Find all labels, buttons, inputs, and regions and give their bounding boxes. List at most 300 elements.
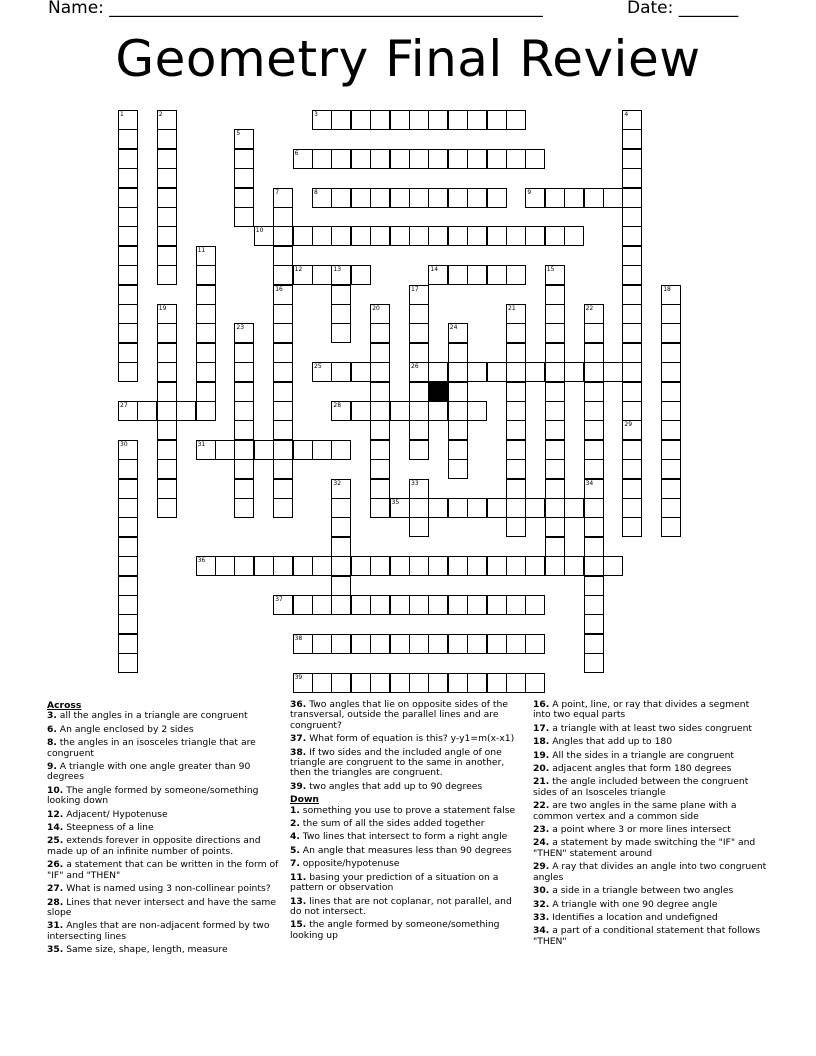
grid-cell[interactable] (525, 634, 545, 654)
grid-cell[interactable] (370, 420, 390, 440)
grid-cell[interactable] (196, 343, 216, 363)
grid-cell[interactable] (390, 188, 410, 208)
grid-cell[interactable] (234, 382, 254, 402)
grid-cell[interactable] (390, 556, 410, 576)
grid-cell[interactable] (545, 537, 565, 557)
grid-cell[interactable] (564, 188, 584, 208)
grid-cell[interactable] (448, 149, 468, 169)
grid-cell[interactable] (118, 246, 138, 266)
grid-cell[interactable] (293, 440, 313, 460)
grid-cell[interactable] (622, 459, 642, 479)
grid-cell[interactable] (118, 265, 138, 285)
grid-cell[interactable] (506, 149, 526, 169)
grid-cell[interactable] (196, 401, 216, 421)
grid-cell[interactable] (428, 595, 448, 615)
grid-cell[interactable] (584, 323, 604, 343)
grid-cell[interactable] (622, 440, 642, 460)
grid-cell[interactable] (118, 188, 138, 208)
grid-cell[interactable] (506, 110, 526, 130)
grid-cell[interactable] (584, 362, 604, 382)
grid-cell[interactable] (506, 401, 526, 421)
grid-cell[interactable] (118, 459, 138, 479)
grid-cell[interactable] (409, 401, 429, 421)
grid-cell[interactable] (428, 226, 448, 246)
grid-cell[interactable] (118, 207, 138, 227)
grid-cell[interactable] (487, 110, 507, 130)
grid-cell[interactable] (312, 556, 332, 576)
grid-cell[interactable] (157, 149, 177, 169)
grid-cell[interactable] (157, 362, 177, 382)
grid-cell[interactable] (351, 673, 371, 693)
grid-cell[interactable] (448, 634, 468, 654)
grid-cell[interactable] (409, 634, 429, 654)
grid-cell[interactable] (196, 382, 216, 402)
grid-cell[interactable] (157, 129, 177, 149)
grid-cell[interactable] (293, 595, 313, 615)
grid-cell[interactable] (409, 498, 429, 518)
grid-cell[interactable] (564, 556, 584, 576)
grid-cell[interactable] (312, 226, 332, 246)
grid-cell[interactable] (390, 673, 410, 693)
grid-cell[interactable] (506, 323, 526, 343)
grid-cell[interactable] (506, 362, 526, 382)
grid-cell[interactable] (428, 634, 448, 654)
grid-cell[interactable] (215, 556, 235, 576)
grid-cell[interactable] (428, 498, 448, 518)
grid-cell[interactable] (661, 420, 681, 440)
grid-cell[interactable] (661, 343, 681, 363)
grid-cell[interactable] (312, 634, 332, 654)
grid-cell[interactable] (448, 420, 468, 440)
grid-cell[interactable] (545, 362, 565, 382)
grid-cell[interactable] (622, 265, 642, 285)
grid-cell[interactable] (525, 595, 545, 615)
grid-cell[interactable] (215, 440, 235, 460)
grid-cell[interactable] (157, 420, 177, 440)
grid-cell[interactable] (661, 362, 681, 382)
grid-cell[interactable] (273, 265, 293, 285)
grid-cell[interactable] (331, 362, 351, 382)
grid-cell[interactable] (118, 614, 138, 634)
grid-cell[interactable] (273, 343, 293, 363)
grid-cell[interactable] (506, 226, 526, 246)
grid-cell[interactable] (487, 149, 507, 169)
grid-cell[interactable] (370, 149, 390, 169)
grid-cell[interactable] (409, 343, 429, 363)
grid-cell[interactable] (428, 188, 448, 208)
grid-cell[interactable] (409, 226, 429, 246)
grid-cell[interactable] (545, 401, 565, 421)
grid-cell[interactable] (467, 110, 487, 130)
grid-cell[interactable] (448, 440, 468, 460)
grid-cell[interactable] (467, 188, 487, 208)
grid-cell[interactable] (564, 362, 584, 382)
grid-cell[interactable] (584, 420, 604, 440)
grid-cell[interactable] (312, 149, 332, 169)
grid-cell[interactable] (157, 265, 177, 285)
grid-cell[interactable] (448, 556, 468, 576)
grid-cell[interactable] (409, 556, 429, 576)
grid-cell[interactable] (234, 207, 254, 227)
grid-cell[interactable] (622, 362, 642, 382)
grid-cell[interactable] (331, 110, 351, 130)
grid-cell[interactable] (525, 362, 545, 382)
grid-cell[interactable] (525, 556, 545, 576)
grid-cell[interactable] (545, 459, 565, 479)
grid-cell[interactable] (157, 382, 177, 402)
grid-cell[interactable] (506, 440, 526, 460)
grid-cell[interactable] (467, 595, 487, 615)
grid-cell[interactable] (331, 634, 351, 654)
grid-cell[interactable] (118, 498, 138, 518)
grid-cell[interactable] (409, 149, 429, 169)
grid-cell[interactable] (622, 382, 642, 402)
grid-cell[interactable] (506, 459, 526, 479)
grid-cell[interactable] (448, 188, 468, 208)
grid-cell[interactable] (312, 265, 332, 285)
grid-cell[interactable] (331, 537, 351, 557)
grid-cell[interactable] (584, 440, 604, 460)
grid-cell[interactable] (118, 323, 138, 343)
grid-cell[interactable] (428, 673, 448, 693)
grid-cell[interactable] (661, 440, 681, 460)
grid-cell[interactable] (487, 673, 507, 693)
grid-cell[interactable] (351, 188, 371, 208)
grid-cell[interactable] (157, 168, 177, 188)
grid-cell[interactable] (448, 226, 468, 246)
grid-cell[interactable] (603, 362, 623, 382)
grid-cell[interactable] (254, 440, 274, 460)
grid-cell[interactable] (584, 634, 604, 654)
grid-cell[interactable] (118, 343, 138, 363)
grid-cell[interactable] (331, 673, 351, 693)
grid-cell[interactable] (506, 420, 526, 440)
grid-cell[interactable] (545, 420, 565, 440)
grid-cell[interactable] (370, 188, 390, 208)
grid-cell[interactable] (584, 556, 604, 576)
grid-cell[interactable] (118, 517, 138, 537)
grid-cell[interactable] (448, 595, 468, 615)
grid-cell[interactable] (506, 556, 526, 576)
grid-cell[interactable] (293, 226, 313, 246)
grid-cell[interactable] (234, 149, 254, 169)
grid-cell[interactable] (622, 304, 642, 324)
grid-cell[interactable] (661, 517, 681, 537)
grid-cell[interactable] (196, 285, 216, 305)
grid-cell[interactable] (584, 498, 604, 518)
grid-cell[interactable] (448, 673, 468, 693)
grid-cell[interactable] (312, 440, 332, 460)
grid-cell[interactable] (118, 304, 138, 324)
grid-cell[interactable] (157, 207, 177, 227)
grid-cell[interactable] (118, 285, 138, 305)
grid-cell[interactable] (234, 188, 254, 208)
grid-cell[interactable] (370, 323, 390, 343)
grid-cell[interactable] (467, 498, 487, 518)
grid-cell[interactable] (467, 634, 487, 654)
grid-cell[interactable] (118, 653, 138, 673)
grid-cell[interactable] (370, 498, 390, 518)
grid-cell[interactable] (506, 265, 526, 285)
grid-cell[interactable] (331, 556, 351, 576)
grid-cell[interactable] (622, 479, 642, 499)
grid-cell[interactable] (525, 673, 545, 693)
grid-cell[interactable] (118, 149, 138, 169)
grid-cell[interactable] (622, 129, 642, 149)
grid-cell[interactable] (157, 246, 177, 266)
grid-cell[interactable] (273, 556, 293, 576)
grid-cell[interactable] (234, 556, 254, 576)
grid-cell[interactable] (331, 304, 351, 324)
grid-cell[interactable] (331, 188, 351, 208)
grid-cell[interactable] (390, 401, 410, 421)
grid-cell[interactable] (370, 343, 390, 363)
grid-cell[interactable] (603, 188, 623, 208)
grid-cell[interactable] (622, 285, 642, 305)
grid-cell[interactable] (448, 401, 468, 421)
grid-cell[interactable] (545, 188, 565, 208)
grid-cell[interactable] (234, 440, 254, 460)
grid-cell[interactable] (390, 149, 410, 169)
grid-cell[interactable] (273, 323, 293, 343)
grid-cell[interactable] (448, 265, 468, 285)
grid-cell[interactable] (331, 323, 351, 343)
grid-cell[interactable] (234, 362, 254, 382)
grid-cell[interactable] (273, 207, 293, 227)
grid-cell[interactable] (506, 595, 526, 615)
grid-cell[interactable] (661, 479, 681, 499)
grid-cell[interactable] (331, 576, 351, 596)
grid-cell[interactable] (234, 401, 254, 421)
grid-cell[interactable] (234, 343, 254, 363)
grid-cell[interactable] (273, 479, 293, 499)
grid-cell[interactable] (118, 226, 138, 246)
grid-cell[interactable] (351, 634, 371, 654)
grid-cell[interactable] (331, 149, 351, 169)
grid-cell[interactable] (157, 440, 177, 460)
grid-cell[interactable] (564, 498, 584, 518)
grid-cell[interactable] (467, 226, 487, 246)
grid-cell[interactable] (487, 595, 507, 615)
grid-cell[interactable] (428, 362, 448, 382)
grid-cell[interactable] (584, 614, 604, 634)
grid-cell[interactable] (506, 673, 526, 693)
grid-cell[interactable] (545, 556, 565, 576)
grid-cell[interactable] (661, 459, 681, 479)
grid-cell[interactable] (467, 149, 487, 169)
grid-cell[interactable] (176, 401, 196, 421)
grid-cell[interactable] (370, 110, 390, 130)
grid-cell[interactable] (118, 595, 138, 615)
grid-cell[interactable] (157, 226, 177, 246)
grid-cell[interactable] (506, 382, 526, 402)
grid-cell[interactable] (273, 401, 293, 421)
grid-cell[interactable] (467, 556, 487, 576)
grid-cell[interactable] (293, 556, 313, 576)
grid-cell[interactable] (487, 188, 507, 208)
grid-cell[interactable] (525, 498, 545, 518)
grid-cell[interactable] (331, 285, 351, 305)
grid-cell[interactable] (273, 440, 293, 460)
grid-cell[interactable] (448, 343, 468, 363)
grid-cell[interactable] (622, 188, 642, 208)
grid-cell[interactable] (506, 498, 526, 518)
grid-cell[interactable] (545, 440, 565, 460)
grid-cell[interactable] (312, 595, 332, 615)
grid-cell[interactable] (487, 362, 507, 382)
grid-cell[interactable] (545, 343, 565, 363)
grid-cell[interactable] (409, 304, 429, 324)
grid-cell[interactable] (118, 362, 138, 382)
grid-cell[interactable] (118, 129, 138, 149)
grid-cell[interactable] (273, 382, 293, 402)
grid-cell[interactable] (196, 304, 216, 324)
grid-cell[interactable] (351, 265, 371, 285)
grid-cell[interactable] (351, 595, 371, 615)
grid-cell[interactable] (390, 634, 410, 654)
grid-cell[interactable] (409, 323, 429, 343)
grid-cell[interactable] (331, 440, 351, 460)
grid-cell[interactable] (506, 479, 526, 499)
grid-cell[interactable] (545, 479, 565, 499)
grid-cell[interactable] (254, 556, 274, 576)
grid-cell[interactable] (525, 226, 545, 246)
grid-cell[interactable] (390, 595, 410, 615)
grid-cell[interactable] (234, 498, 254, 518)
grid-cell[interactable] (234, 420, 254, 440)
grid-cell[interactable] (409, 595, 429, 615)
grid-cell[interactable] (273, 226, 293, 246)
grid-cell[interactable] (118, 556, 138, 576)
grid-cell[interactable] (409, 673, 429, 693)
grid-cell[interactable] (545, 226, 565, 246)
grid-cell[interactable] (351, 401, 371, 421)
grid-cell[interactable] (622, 246, 642, 266)
grid-cell[interactable] (351, 226, 371, 246)
grid-cell[interactable] (390, 110, 410, 130)
grid-cell[interactable] (409, 517, 429, 537)
grid-cell[interactable] (118, 537, 138, 557)
grid-cell[interactable] (331, 498, 351, 518)
grid-cell[interactable] (448, 459, 468, 479)
grid-cell[interactable] (234, 479, 254, 499)
grid-cell[interactable] (622, 323, 642, 343)
grid-cell[interactable] (467, 673, 487, 693)
grid-cell[interactable] (370, 459, 390, 479)
grid-cell[interactable] (351, 149, 371, 169)
grid-cell[interactable] (487, 556, 507, 576)
grid-cell[interactable] (331, 595, 351, 615)
grid-cell[interactable] (234, 459, 254, 479)
grid-cell[interactable] (584, 517, 604, 537)
grid-cell[interactable] (157, 479, 177, 499)
grid-cell[interactable] (370, 556, 390, 576)
grid-cell[interactable] (118, 168, 138, 188)
grid-cell[interactable] (564, 226, 584, 246)
grid-cell[interactable] (525, 149, 545, 169)
grid-cell[interactable] (584, 188, 604, 208)
grid-cell[interactable] (273, 304, 293, 324)
grid-cell[interactable] (370, 673, 390, 693)
grid-cell[interactable] (584, 595, 604, 615)
grid-cell[interactable] (157, 459, 177, 479)
grid-cell[interactable] (622, 343, 642, 363)
grid-cell[interactable] (157, 498, 177, 518)
grid-cell[interactable] (487, 634, 507, 654)
grid-cell[interactable] (370, 362, 390, 382)
grid-cell[interactable] (157, 323, 177, 343)
grid-cell[interactable] (157, 401, 177, 421)
grid-cell[interactable] (273, 459, 293, 479)
grid-cell[interactable] (409, 382, 429, 402)
grid-cell[interactable] (273, 420, 293, 440)
grid-cell[interactable] (390, 226, 410, 246)
grid-cell[interactable] (661, 323, 681, 343)
grid-cell[interactable] (351, 362, 371, 382)
grid-cell[interactable] (196, 265, 216, 285)
grid-cell[interactable] (448, 498, 468, 518)
grid-cell[interactable] (545, 285, 565, 305)
grid-cell[interactable] (584, 653, 604, 673)
grid-cell[interactable] (584, 537, 604, 557)
grid-cell[interactable] (467, 265, 487, 285)
grid-cell[interactable] (448, 382, 468, 402)
grid-cell[interactable] (622, 517, 642, 537)
grid-cell[interactable] (118, 576, 138, 596)
grid-cell[interactable] (603, 556, 623, 576)
grid-cell[interactable] (428, 149, 448, 169)
grid-cell[interactable] (622, 401, 642, 421)
grid-cell[interactable] (370, 595, 390, 615)
grid-cell[interactable] (370, 401, 390, 421)
grid-cell[interactable] (584, 576, 604, 596)
grid-cell[interactable] (273, 362, 293, 382)
grid-cell[interactable] (545, 323, 565, 343)
grid-cell[interactable] (409, 420, 429, 440)
grid-cell[interactable] (622, 207, 642, 227)
grid-cell[interactable] (312, 673, 332, 693)
grid-cell[interactable] (157, 343, 177, 363)
grid-cell[interactable] (331, 517, 351, 537)
grid-cell[interactable] (409, 188, 429, 208)
grid-cell[interactable] (661, 498, 681, 518)
grid-cell[interactable] (409, 110, 429, 130)
grid-cell[interactable] (506, 634, 526, 654)
grid-cell[interactable] (370, 440, 390, 460)
grid-cell[interactable] (370, 634, 390, 654)
grid-cell[interactable] (661, 304, 681, 324)
grid-cell[interactable] (506, 343, 526, 363)
grid-cell[interactable] (545, 382, 565, 402)
grid-cell[interactable] (370, 226, 390, 246)
grid-cell[interactable] (157, 188, 177, 208)
grid-cell[interactable] (545, 517, 565, 537)
grid-cell[interactable] (118, 634, 138, 654)
grid-cell[interactable] (370, 382, 390, 402)
grid-cell[interactable] (467, 362, 487, 382)
grid-cell[interactable] (351, 556, 371, 576)
grid-cell[interactable] (428, 556, 448, 576)
grid-cell[interactable] (234, 168, 254, 188)
grid-cell[interactable] (622, 149, 642, 169)
grid-cell[interactable] (584, 459, 604, 479)
grid-cell[interactable] (428, 401, 448, 421)
grid-cell[interactable] (584, 401, 604, 421)
grid-cell[interactable] (487, 265, 507, 285)
grid-cell[interactable] (273, 498, 293, 518)
grid-cell[interactable] (622, 498, 642, 518)
grid-cell[interactable] (448, 362, 468, 382)
